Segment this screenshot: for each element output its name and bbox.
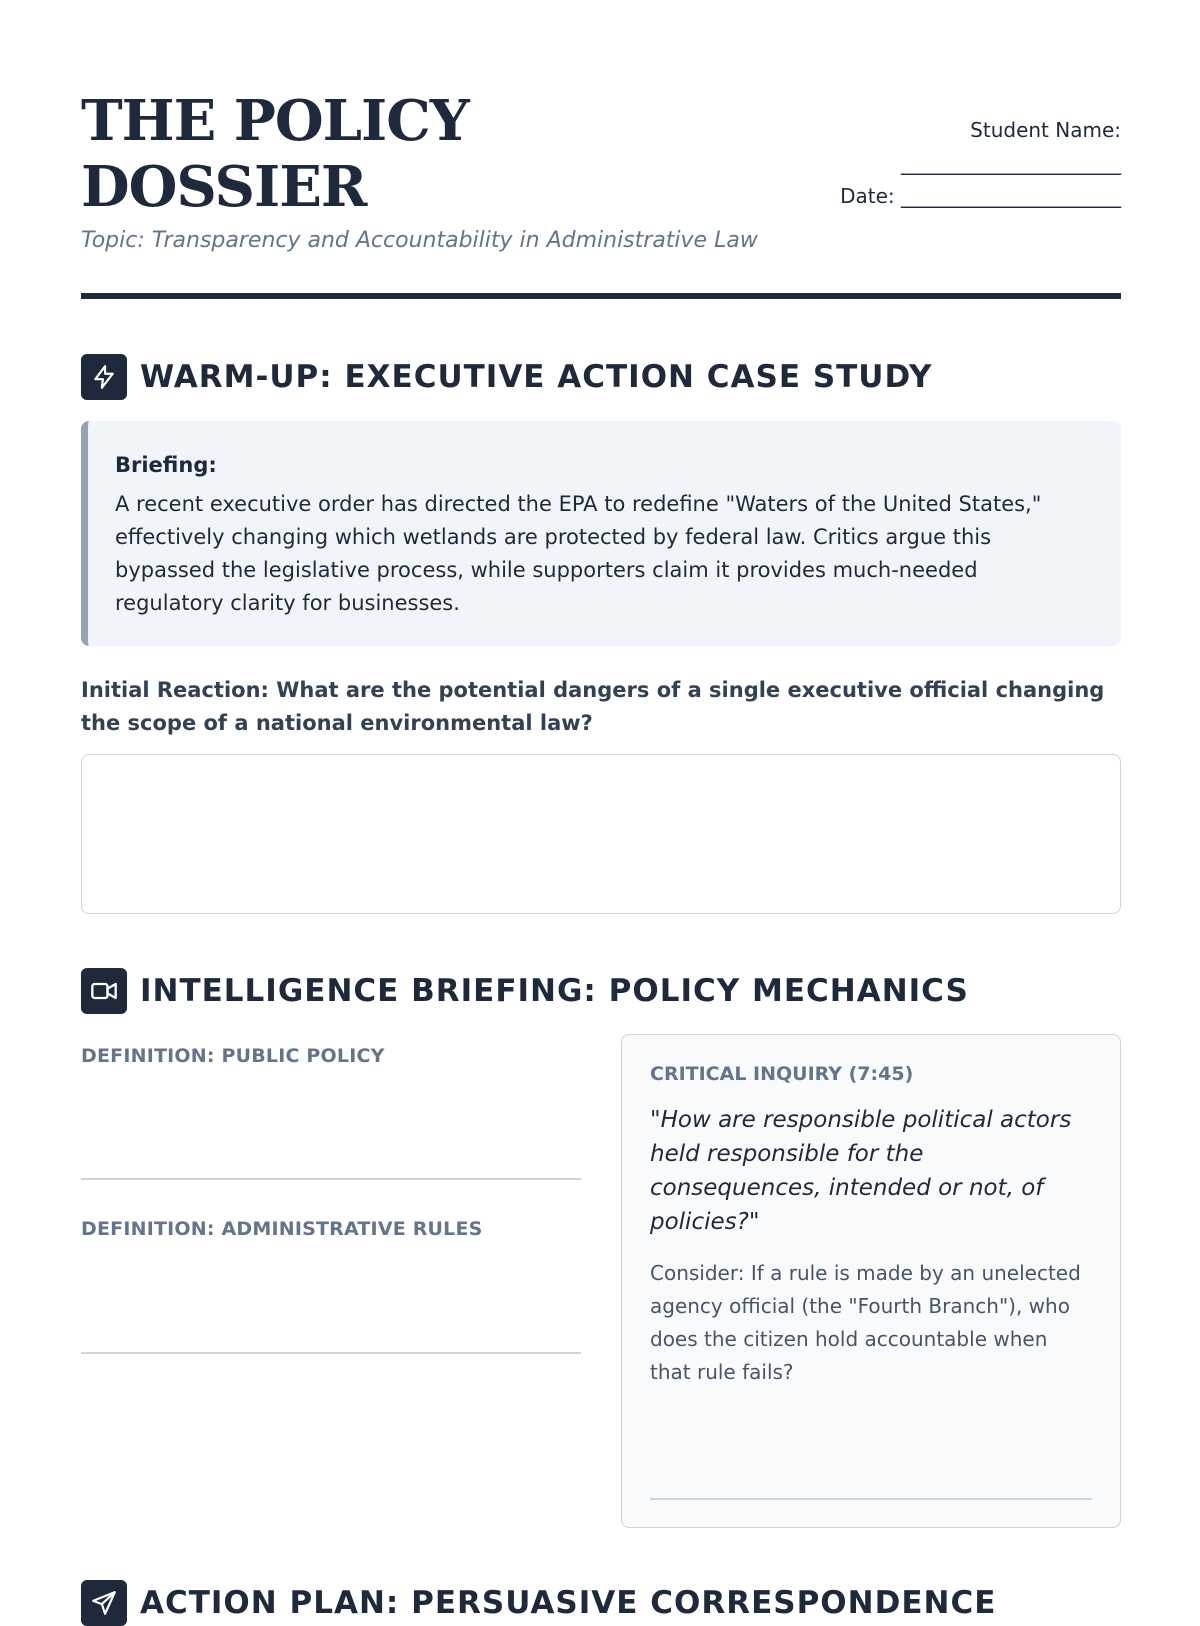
topic-subtitle: Topic: Transparency and Accountability in Administrative Law (81, 228, 758, 253)
intelligence-section-heading (81, 968, 969, 1014)
lightning-bolt-icon (81, 354, 127, 400)
action-plan-section-title: ACTION PLAN: PERSUASIVE CORRESPONDENCE (140, 1585, 997, 1621)
paper-plane-icon (81, 1580, 127, 1626)
warmup-section-title: WARM-UP: EXECUTIVE ACTION CASE STUDY (140, 359, 933, 395)
critical-inquiry-note: Consider: If a rule is made by an unelected agency official (the "Fourth Branch"), who does the citizen hold accountable when that rule fails? (650, 1261, 1081, 1384)
critical-inquiry-label: CRITICAL INQUIRY (7:45) (650, 1063, 914, 1085)
video-camera-icon (81, 968, 127, 1014)
definition-administrative-rules-line[interactable] (81, 1352, 581, 1354)
critical-inquiry-box (621, 1034, 1121, 1528)
briefing-label: Briefing: (115, 453, 217, 477)
warmup-section-heading (81, 354, 932, 400)
critical-inquiry-answer-line[interactable] (650, 1498, 1092, 1500)
action-plan-section-heading (81, 1580, 996, 1626)
definition-public-policy-line[interactable] (81, 1178, 581, 1180)
briefing-text: A recent executive order has directed the EPA to redefine "Waters of the United States," effectively changing which wetlands are protected by federal law. Critics argue this bypassed the legislative process, while supporters claim it provides much-needed regulatory clarity for businesses. (115, 492, 1042, 615)
initial-reaction-prompt: Initial Reaction: What are the potential dangers of a single executive official changing the scope of a national environmental law? (81, 678, 1105, 735)
date-field[interactable]: Date: ______________________ (840, 184, 1121, 208)
student-info-fields (840, 114, 1121, 213)
document-header (81, 80, 1121, 300)
document-title: THE POLICY DOSSIER (81, 88, 469, 220)
definition-public-policy-label: DEFINITION: PUBLIC POLICY (81, 1045, 385, 1067)
critical-inquiry-quote: "How are responsible political actors held responsible for the consequences, intended or not, of policies?" (650, 1107, 1072, 1235)
header-divider (81, 293, 1121, 299)
student-name-field[interactable]: Student Name: ______________________ (901, 118, 1121, 175)
definition-administrative-rules-label: DEFINITION: ADMINISTRATIVE RULES (81, 1218, 483, 1240)
briefing-callout (81, 421, 1121, 646)
initial-reaction-answer-box[interactable] (81, 754, 1121, 914)
intelligence-section-title: INTELLIGENCE BRIEFING: POLICY MECHANICS (140, 973, 969, 1009)
